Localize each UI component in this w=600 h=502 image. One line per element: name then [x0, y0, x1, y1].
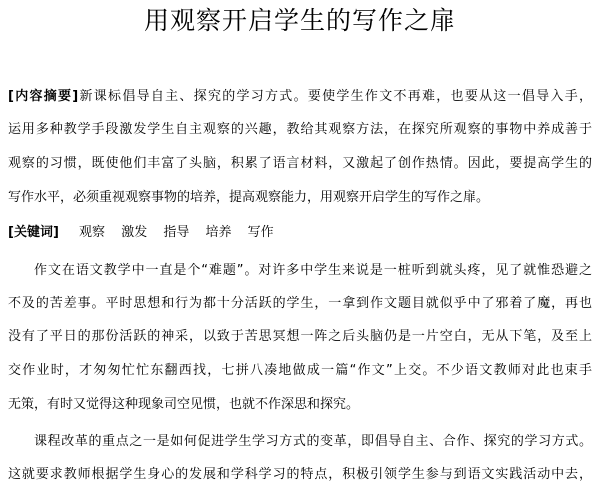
abstract-line-4: 写作水平，必须重视观察事物的培养，提高观察能力，用观察开启学生的写作之扉。	[8, 190, 490, 205]
body-para1-line-5: 无策，有时又觉得这种现象司空见惯，也就不作深思和探究。	[8, 397, 360, 412]
body-para1-line-3: 没有了平日的那份活跃的神采，以致于苦思冥想一阵之后头脑仍是一片空白，无从下笔，及至上	[8, 329, 592, 344]
keyword: 培养	[205, 225, 232, 240]
abstract-line-2: 运用多种教学手段激发学生自主观察的兴趣，教给其观察方法，在探究所观察的事物中养成善于	[8, 122, 592, 137]
body-para2-line-1: 课程改革的重点之一是如何促进学生学习方式的变革，即倡导自主、合作、探究的学习方式。	[34, 434, 592, 449]
body-para1-line-4: 交作业时，才匆匆忙忙东翻西找，七拼八凑地做成一篇“作文”上交。不少语文教师对此也束手	[8, 363, 592, 378]
body-para1-line-1: 作文在语文教学中一直是个“难题”。对许多中学生来说是一桩听到就头疼，见了就惟恐避之	[34, 263, 592, 278]
abstract-line-3: 观察的习惯，既使他们丰富了头脑，积累了语言材料，又激起了创作热情。因此，要提高学生的	[8, 156, 592, 171]
keywords-label: [关键词]	[8, 225, 59, 240]
keywords-row	[8, 224, 592, 242]
keyword: 激发	[121, 225, 148, 240]
keyword: 观察	[79, 225, 106, 240]
abstract-text: 新课标倡导自主、探究的学习方式。要使学生作文不再难，也要从这一倡导入手，	[78, 89, 592, 104]
body-para2-line-2: 这就要求教师根据学生身心的发展和学科学习的特点，积极引领学生参与到语文实践活动中去，	[8, 467, 592, 482]
keyword: 指导	[163, 225, 190, 240]
abstract-label: [内容摘要]	[8, 89, 79, 104]
abstract-line-1	[8, 88, 592, 106]
keyword: 写作	[247, 225, 274, 240]
body-para1-line-2: 不及的苦差事。平时思想和行为都十分活跃的学生，一拿到作文题目就似乎中了邪着了魔，再也	[8, 296, 592, 311]
document-title: 用观察开启学生的写作之扉	[143, 6, 456, 35]
